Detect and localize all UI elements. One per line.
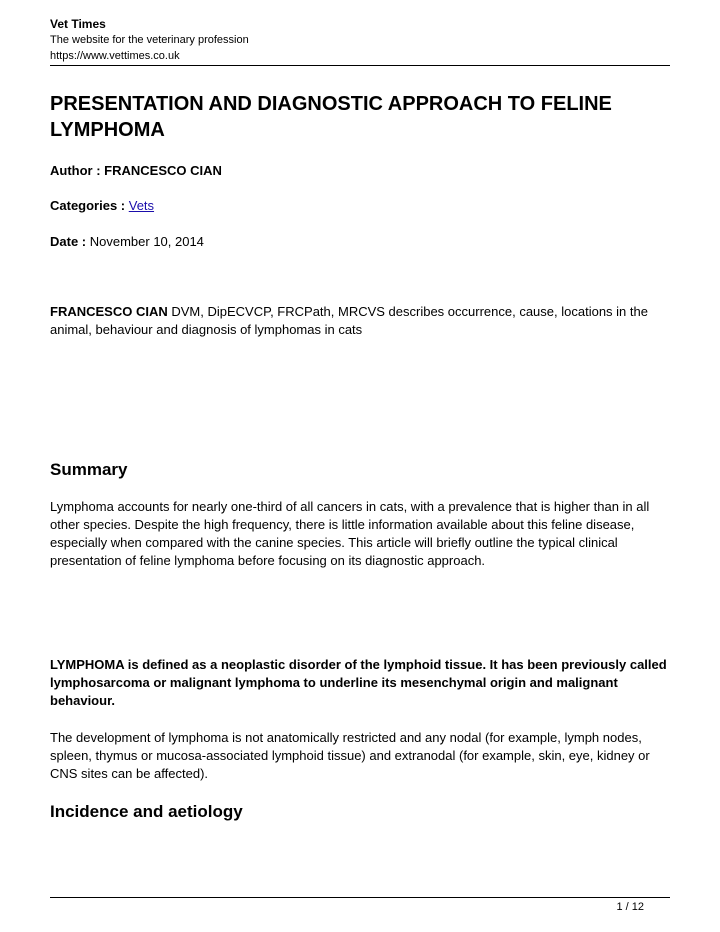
date-label: Date : bbox=[50, 234, 90, 249]
site-header bbox=[50, 16, 670, 64]
footer-divider bbox=[50, 897, 670, 898]
summary-heading: Summary bbox=[50, 460, 128, 479]
categories-label: Categories : bbox=[50, 198, 129, 213]
definition-paragraph: LYMPHOMA is defined as a neoplastic disorder of the lymphoid tissue. It has been previously called lymphosarcoma or malignant lymphoma to underline its mesenchymal origin and malignant behaviour. bbox=[50, 657, 667, 708]
author-label: Author : bbox=[50, 163, 105, 178]
intro-lead: FRANCESCO CIAN bbox=[50, 304, 168, 319]
header-divider bbox=[50, 65, 670, 66]
author-line bbox=[50, 162, 670, 180]
author-name: FRANCESCO CIAN bbox=[104, 163, 222, 178]
page-number: 1 / 12 bbox=[616, 901, 644, 913]
site-name: Vet Times bbox=[50, 17, 106, 31]
article-title: PRESENTATION AND DIAGNOSTIC APPROACH TO FELINE LYMPHOMA bbox=[50, 93, 612, 141]
intro-text: DVM, DipECVCP, FRCPath, MRCVS describes occurrence, cause, locations in the animal, behaviour and diagnosis of lymphomas in cats bbox=[50, 304, 648, 337]
site-tagline: The website for the veterinary profession bbox=[50, 34, 249, 46]
development-paragraph: The development of lymphoma is not anatomically restricted and any nodal (for example, lymph nodes, spleen, thymus or mucosa-associated lymphoid tissue) and extranodal (for example, skin, eye, kidney or CNS sites can be affected). bbox=[50, 730, 650, 781]
date-line bbox=[50, 233, 670, 251]
site-url: https://www.vettimes.co.uk bbox=[50, 50, 180, 62]
category-link-vets[interactable]: Vets bbox=[128, 198, 155, 213]
publish-date: November 10, 2014 bbox=[89, 234, 204, 249]
document-page bbox=[50, 0, 670, 932]
intro-paragraph bbox=[50, 303, 670, 339]
summary-paragraph: Lymphoma accounts for nearly one-third of all cancers in cats, with a prevalence that is higher than in all other species. Despite the high frequency, there is little information available about this feline disease, especially when compared with the canine species. This article will briefly outline the typical clinical presentation of feline lymphoma before focusing on its diagnostic approach. bbox=[50, 499, 650, 568]
categories-line bbox=[50, 197, 670, 215]
incidence-heading: Incidence and aetiology bbox=[50, 802, 243, 821]
